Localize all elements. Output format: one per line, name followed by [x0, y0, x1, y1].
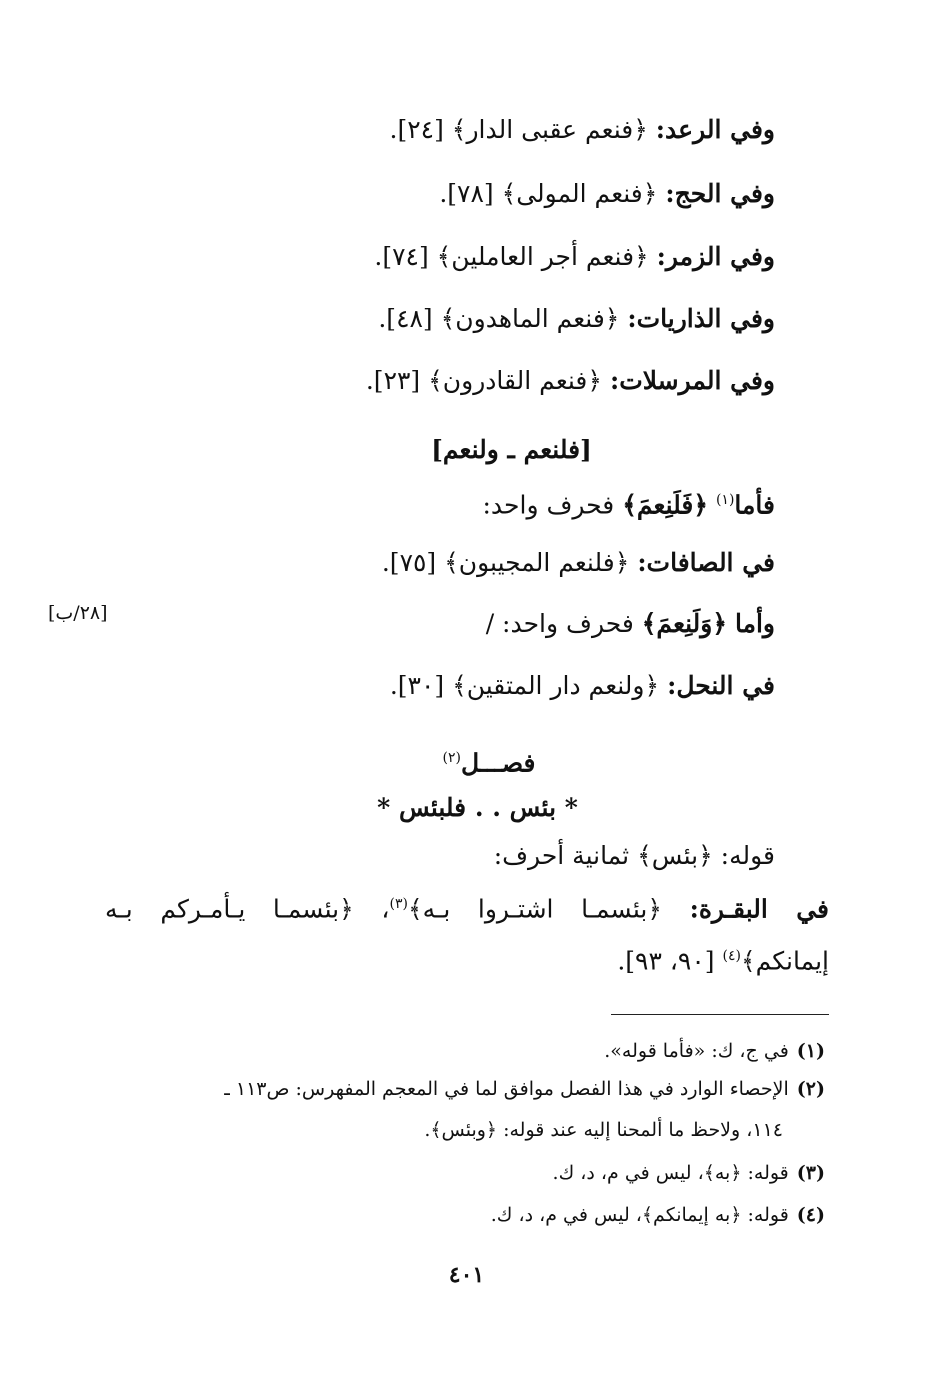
- footnote-text: قوله: ﴿به إيمانكم﴾، ليس في م، د، ك.: [490, 1204, 789, 1226]
- verse-text: ﴿فنعم أجر العاملين﴾ [٧٤].: [374, 242, 649, 271]
- verse-label: في النحل:: [667, 671, 775, 700]
- manuscript-folio-note: [٢٨/ب]: [48, 602, 108, 624]
- footnote-text: قوله: ﴿به﴾، ليس في م، د، ك.: [552, 1162, 789, 1184]
- footnote-ref-3: (٣): [389, 896, 408, 912]
- verse-text: ﴿فلنعم المجيبون﴾ [٧٥].: [381, 548, 630, 577]
- verse-text: ﴿فنعم الماهدون﴾ [٤٨].: [378, 304, 620, 333]
- heading-text: فصـــل: [460, 748, 536, 778]
- verse-label: وفي الزمر:: [656, 242, 775, 271]
- footnote-1: [604, 1036, 825, 1066]
- footnote-separator: [611, 1014, 829, 1015]
- verse-text: ﴿ولنعم دار المتقين﴾ [٣٠].: [389, 671, 660, 700]
- line-text: فحرف واحد:: [482, 490, 615, 520]
- footnote-2: [224, 1074, 825, 1104]
- section1-line-2: [382, 543, 775, 583]
- footnote-ref-4: (٤): [722, 948, 741, 964]
- section-heading-fasl: [0, 738, 933, 783]
- footnote-ref-1: (١): [715, 492, 735, 508]
- footnote-number: (٢): [796, 1078, 825, 1100]
- footnote-ref-2: (٢): [442, 750, 461, 766]
- footnote-text: في ج، ك: «فأما قوله».: [604, 1040, 789, 1062]
- verse-line-mursalat: [366, 361, 775, 401]
- footnote-text: الإحصاء الوارد في هذا الفصل موافق لما في المعجم المفهرس: ص١١٣ ـ: [224, 1078, 789, 1100]
- verse-label: وفي المرسلات:: [609, 366, 775, 395]
- verse-label: وفي الحج:: [665, 179, 775, 208]
- lead-word: وأما: [734, 609, 775, 638]
- section1-line-1: [483, 480, 776, 525]
- page-number: ٤٠١: [448, 1262, 485, 1288]
- verse-text-c: إيمانكم﴾: [740, 946, 829, 976]
- footnote-3: [553, 1158, 825, 1188]
- verse-line-hajj: [439, 174, 775, 214]
- verse-label: وفي الذاريات:: [627, 304, 775, 333]
- footnote-number: (١): [796, 1040, 825, 1062]
- footnote-2-continuation: [424, 1115, 783, 1145]
- section2-line-1: قوله: ﴿بئس﴾ ثمانية أحرف:: [493, 841, 775, 870]
- footnote-number: (٣): [796, 1162, 825, 1184]
- verse-line-raad: [390, 110, 775, 150]
- section1-line-3: [486, 604, 775, 644]
- verse-line-dhariyat: [378, 299, 775, 339]
- lead-word: فأما: [734, 490, 775, 520]
- section2-line-3: [617, 936, 829, 981]
- section1-line-4: [390, 666, 775, 706]
- verse-label: وفي الرعد:: [655, 115, 775, 144]
- verse-label: في الصافات:: [637, 548, 775, 577]
- section-subheading: * بئس . . فلبئس *: [377, 793, 578, 822]
- verse-line-zumar: [374, 237, 775, 277]
- quran-word: ﴿فَلَنِعمَ﴾: [622, 490, 708, 520]
- section2-line-2: [105, 884, 829, 929]
- verse-text: ﴿فنعم عقبى الدار﴾ [٢٤].: [389, 115, 648, 144]
- verse-text-a: ﴿بئسمـا اشتـروا بـه﴾: [407, 894, 662, 924]
- footnote-number: (٤): [796, 1204, 825, 1226]
- section-heading-falanima: [فلنعم ـ ولنعم]: [431, 435, 592, 464]
- footnote-4: [491, 1200, 825, 1230]
- footnote-text: ١١٤، ولاحظ ما ألمحنا إليه عند قوله: ﴿وبئس﴾.: [424, 1119, 783, 1141]
- verse-label: في البقـرة:: [689, 894, 829, 924]
- verse-text-b: ، ﴿بئسمـا يـأمـركم بـه: [105, 894, 390, 924]
- verse-text: ﴿فنعم المولى﴾ [٧٨].: [439, 179, 658, 208]
- line-text: فحرف واحد: /: [485, 609, 634, 638]
- verse-text: ﴿فنعم القادرون﴾ [٢٣].: [365, 366, 603, 395]
- verse-ref: [٩٠، ٩٣].: [617, 946, 715, 976]
- quran-word: ﴿وَلَنِعمَ﴾: [641, 609, 728, 638]
